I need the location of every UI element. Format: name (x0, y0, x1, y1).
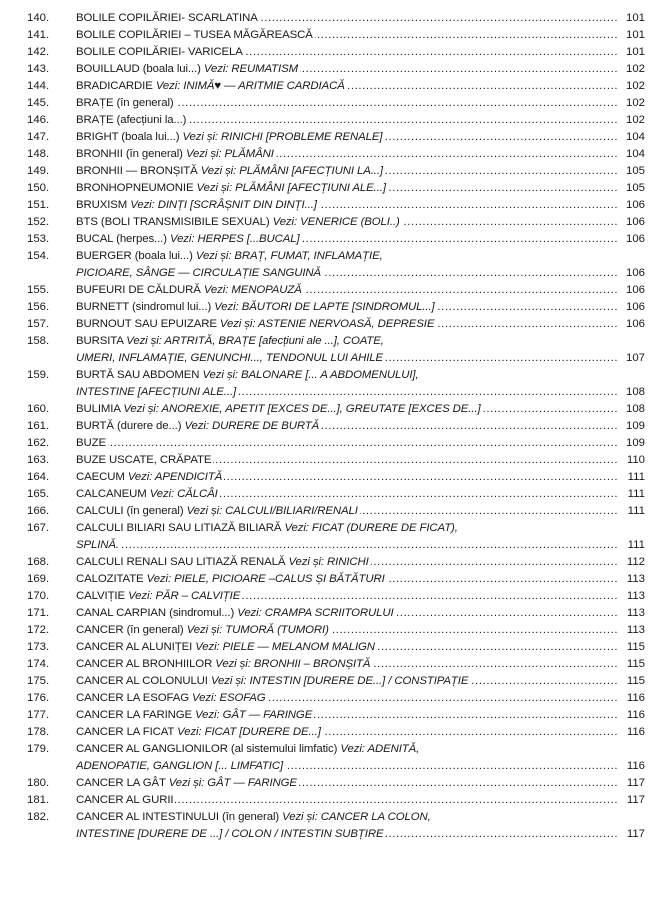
entry-title: BUERGER (boala lui...) Vezi și: BRAȚ, FUMAT, INFLAMAȚIE, (76, 250, 383, 262)
entry-page-number: 104 (617, 146, 645, 163)
index-entry (0, 401, 669, 418)
entry-page-number: 102 (617, 95, 645, 112)
entry-page-number: 115 (617, 656, 645, 673)
index-entry (0, 520, 669, 554)
entry-page-number: 117 (617, 775, 645, 792)
entry-page-number: 110 (617, 452, 645, 469)
entry-title: BUZE USCATE, CRĂPATE ..... (76, 452, 640, 469)
entry-row (0, 367, 669, 384)
index-entry (0, 418, 669, 435)
entry-page-number: 113 (617, 571, 645, 588)
index-entry (0, 146, 669, 163)
entry-number: 165. (27, 488, 50, 500)
index-entry (0, 588, 669, 605)
entry-number: 155. (27, 284, 50, 296)
entry-row (0, 435, 669, 452)
entry-number: 172. (27, 624, 50, 636)
entry-number: 163. (27, 454, 50, 466)
entry-title: BTS (BOLI TRANSMISIBILE SEXUAL) Vezi: VENERICE (BOLI..) ..... (76, 214, 640, 231)
index-entry (0, 605, 669, 622)
entry-row (0, 418, 669, 435)
entry-row (0, 299, 669, 316)
entry-number: 149. (27, 165, 50, 177)
entry-title: BOUILLAUD (boala lui...) Vezi: REUMATISM ..... (76, 61, 640, 78)
entry-number: 156. (27, 301, 50, 313)
entry-page-number: 102 (617, 61, 645, 78)
entry-page-number: 106 (617, 316, 645, 333)
entry-title: CALVIȚIE Vezi: PĂR – CALVIȚIE ..... (76, 588, 640, 605)
entry-row (0, 554, 669, 571)
entry-number: 167. (27, 522, 50, 534)
entry-number: 179. (27, 743, 50, 755)
entry-page-number: 117 (617, 826, 645, 843)
entry-row (0, 503, 669, 520)
entry-page-number: 107 (617, 350, 645, 367)
entry-row (0, 639, 669, 656)
entry-page-number: 116 (617, 707, 645, 724)
entry-page-number: 116 (617, 758, 645, 775)
entry-title: INTESTINE [AFECȚIUNI ALE...] ..... (76, 384, 640, 401)
index-entry (0, 197, 669, 214)
entry-number: 148. (27, 148, 50, 160)
index-entry (0, 690, 669, 707)
entry-title: CANCER LA FARINGE Vezi: GÂT — FARINGE ..... (76, 707, 640, 724)
index-entry (0, 282, 669, 299)
entry-number: 162. (27, 437, 50, 449)
entry-title: BOLILE COPILĂRIEI- VARICELA ..... (76, 44, 640, 61)
entry-row (0, 792, 669, 809)
index-entry (0, 231, 669, 248)
entry-title: BULIMIA Vezi și: ANOREXIE, APETIT [EXCES DE...], GREUTATE [EXCES DE...] ..... (76, 401, 640, 418)
entry-page-number: 106 (617, 214, 645, 231)
entry-title: CANAL CARPIAN (sindromul...) Vezi: CRAMPA SCRIITORULUI ..... (76, 605, 640, 622)
entry-number: 164. (27, 471, 50, 483)
entry-number: 151. (27, 199, 50, 211)
entry-continuation-row (0, 758, 669, 775)
entry-row (0, 656, 669, 673)
entry-page-number: 111 (617, 503, 645, 520)
entry-title: PICIOARE, SÂNGE — CIRCULAȚIE SANGUINĂ ..... (76, 265, 640, 282)
entry-row (0, 775, 669, 792)
entry-row (0, 571, 669, 588)
entry-number: 169. (27, 573, 50, 585)
entry-row (0, 401, 669, 418)
entry-continuation-row (0, 826, 669, 843)
entry-page-number: 111 (617, 469, 645, 486)
entry-row (0, 78, 669, 95)
index-entry (0, 741, 669, 775)
entry-page-number: 106 (617, 282, 645, 299)
entry-title: CANCER AL GURII ..... (76, 792, 640, 809)
entry-number: 144. (27, 80, 50, 92)
entry-row (0, 605, 669, 622)
entry-row (0, 197, 669, 214)
entry-row (0, 95, 669, 112)
entry-number: 182. (27, 811, 50, 823)
index-entry (0, 809, 669, 843)
entry-number: 141. (27, 29, 50, 41)
entry-number: 181. (27, 794, 50, 806)
entry-row (0, 622, 669, 639)
entry-page-number: 101 (617, 10, 645, 27)
entry-number: 174. (27, 658, 50, 670)
entry-number: 146. (27, 114, 50, 126)
entry-title: CAECUM Vezi: APENDICITĂ ..... (76, 469, 640, 486)
entry-number: 150. (27, 182, 50, 194)
index-entry (0, 27, 669, 44)
entry-row (0, 180, 669, 197)
entry-title: CALOZITATE Vezi: PIELE, PICIOARE –CALUS ȘI BĂTĂTURI ..... (76, 571, 640, 588)
entry-title: ADENOPATIE, GANGLION [... LIMFATIC] ..... (76, 758, 640, 775)
entry-page-number: 106 (617, 197, 645, 214)
entry-row (0, 231, 669, 248)
index-entry (0, 707, 669, 724)
entry-title: CALCULI (în general) Vezi și: CALCULI/BILIARI/RENALI ..... (76, 503, 640, 520)
entry-row (0, 486, 669, 503)
entry-page-number: 116 (617, 724, 645, 741)
entry-number: 147. (27, 131, 50, 143)
index-entry (0, 163, 669, 180)
index-entry (0, 333, 669, 367)
entry-row (0, 10, 669, 27)
entry-number: 168. (27, 556, 50, 568)
entry-title: UMERI, INFLAMAȚIE, GENUNCHI..., TENDONUL LUI AHILE ..... (76, 350, 640, 367)
index-entry (0, 554, 669, 571)
index-entry (0, 78, 669, 95)
entry-row (0, 333, 669, 350)
entry-row (0, 129, 669, 146)
entry-title: BURTĂ (durere de...) Vezi: DURERE DE BURTĂ ..... (76, 418, 640, 435)
entry-title: BRONHOPNEUMONIE Vezi și: PLĂMÂNI [AFECȚIUNI ALE...] ..... (76, 180, 640, 197)
entry-title: BRIGHT (boala lui...) Vezi și: RINICHI [PROBLEME RENALE] ..... (76, 129, 640, 146)
index-entry (0, 673, 669, 690)
entry-title: CANCER AL GANGLIONILOR (al sistemului limfatic) Vezi: ADENITĂ, (76, 743, 420, 755)
index-entry (0, 248, 669, 282)
entry-number: 140. (27, 12, 50, 24)
index-entry (0, 639, 669, 656)
index-entry (0, 452, 669, 469)
entry-row (0, 112, 669, 129)
entry-number: 157. (27, 318, 50, 330)
entry-title: BRONHII (în general) Vezi și: PLĂMÂNI ..... (76, 146, 640, 163)
entry-continuation-row (0, 537, 669, 554)
entry-number: 173. (27, 641, 50, 653)
entry-number: 143. (27, 63, 50, 75)
entry-title: CANCER (în general) Vezi și: TUMORĂ (TUMORI) ..... (76, 622, 640, 639)
margin-mark (657, 24, 667, 40)
entry-page-number: 105 (617, 180, 645, 197)
entry-page-number: 101 (617, 44, 645, 61)
entry-row (0, 316, 669, 333)
entry-row (0, 27, 669, 44)
index-entry (0, 367, 669, 401)
index-entry (0, 503, 669, 520)
entry-row (0, 520, 669, 537)
entry-row (0, 61, 669, 78)
entry-number: 170. (27, 590, 50, 602)
entry-title: CALCULI BILIARI SAU LITIAZĂ BILIARĂ Vezi: FICAT (DURERE DE FICAT), (76, 522, 458, 534)
index-entry (0, 775, 669, 792)
entry-number: 158. (27, 335, 50, 347)
entry-number: 180. (27, 777, 50, 789)
entry-number: 145. (27, 97, 50, 109)
entry-row (0, 588, 669, 605)
entry-title: BOLILE COPILĂRIEI – TUSEA MĂGĂREASCĂ ..... (76, 27, 640, 44)
index-entry (0, 180, 669, 197)
entry-title: INTESTINE [DURERE DE ...] / COLON / INTESTIN SUBȚIRE ..... (76, 826, 640, 843)
entry-title: BRAȚE (afecțiuni la...) ..... (76, 112, 640, 129)
entry-title: BRAȚE (în general) ..... (76, 95, 640, 112)
entry-title: CANCER LA ESOFAG Vezi: ESOFAG ..... (76, 690, 640, 707)
entry-title: CANCER LA FICAT Vezi: FICAT [DURERE DE...] ..... (76, 724, 640, 741)
entry-page-number: 113 (617, 588, 645, 605)
entry-title: BUZE ..... (76, 435, 640, 452)
entry-continuation-row (0, 265, 669, 282)
entry-row (0, 214, 669, 231)
entry-page-number: 104 (617, 129, 645, 146)
entry-number: 159. (27, 369, 50, 381)
entry-title: CANCER AL INTESTINULUI (în general) Vezi și: CANCER LA COLON, (76, 811, 431, 823)
entry-page-number: 115 (617, 639, 645, 656)
index-entry (0, 299, 669, 316)
entry-page-number: 101 (617, 27, 645, 44)
index-entry (0, 724, 669, 741)
entry-title: BUFEURI DE CĂLDURĂ Vezi: MENOPAUZĂ ..... (76, 282, 640, 299)
entry-page-number: 102 (617, 112, 645, 129)
index-list (0, 10, 669, 843)
entry-page-number: 108 (617, 401, 645, 418)
index-entry (0, 792, 669, 809)
entry-page-number: 113 (617, 622, 645, 639)
entry-page-number: 109 (617, 418, 645, 435)
entry-page-number: 102 (617, 78, 645, 95)
entry-row (0, 707, 669, 724)
entry-number: 166. (27, 505, 50, 517)
entry-number: 152. (27, 216, 50, 228)
entry-row (0, 469, 669, 486)
entry-title: BURNETT (sindromul lui...) Vezi: BĂUTORI DE LAPTE [SINDROMUL...] ..... (76, 299, 640, 316)
entry-page-number: 112 (617, 554, 645, 571)
index-entry (0, 61, 669, 78)
entry-continuation-row (0, 384, 669, 401)
entry-title: SPLINĂ. ..... (76, 537, 640, 554)
entry-page-number: 115 (617, 673, 645, 690)
entry-page-number: 106 (617, 299, 645, 316)
entry-row (0, 690, 669, 707)
entry-page-number: 113 (617, 605, 645, 622)
index-entry (0, 44, 669, 61)
index-entry (0, 486, 669, 503)
entry-title: BURNOUT SAU EPUIZARE Vezi și: ASTENIE NERVOASĂ, DEPRESIE ..... (76, 316, 640, 333)
index-entry (0, 214, 669, 231)
entry-title: BRONHII — BRONȘITĂ Vezi și: PLĂMÂNI [AFECȚIUNI LA...] ..... (76, 163, 640, 180)
index-entry (0, 112, 669, 129)
entry-title: BRADICARDIE Vezi: INIMĂ♥ — ARITMIE CARDIACĂ ..... (76, 78, 640, 95)
entry-number: 154. (27, 250, 50, 262)
entry-number: 160. (27, 403, 50, 415)
index-entry (0, 622, 669, 639)
entry-page-number: 106 (617, 265, 645, 282)
index-entry (0, 95, 669, 112)
entry-row (0, 741, 669, 758)
index-entry (0, 656, 669, 673)
entry-title: CANCER AL COLONULUI Vezi și: INTESTIN [DURERE DE...] / CONSTIPAȚIE ..... (76, 673, 640, 690)
entry-page-number: 109 (617, 435, 645, 452)
entry-row (0, 44, 669, 61)
entry-row (0, 146, 669, 163)
entry-row (0, 248, 669, 265)
index-entry (0, 571, 669, 588)
entry-number: 175. (27, 675, 50, 687)
entry-number: 161. (27, 420, 50, 432)
entry-number: 142. (27, 46, 50, 58)
entry-row (0, 163, 669, 180)
entry-number: 171. (27, 607, 50, 619)
entry-row (0, 282, 669, 299)
entry-title: CANCER AL BRONHIILOR Vezi și: BRONHII – BRONȘITĂ ..... (76, 656, 640, 673)
index-entry (0, 469, 669, 486)
entry-page-number: 116 (617, 690, 645, 707)
entry-page-number: 111 (617, 537, 645, 554)
entry-number: 153. (27, 233, 50, 245)
entry-title: BURSITA Vezi și: ARTRITĂ, BRAȚE [afecțiuni ale ...], COATE, (76, 335, 384, 347)
index-entry (0, 435, 669, 452)
entry-title: CANCER LA GÂT Vezi și: GÂT — FARINGE ..... (76, 775, 640, 792)
entry-title: CALCANEUM Vezi: CĂLCÂI ..... (76, 486, 640, 503)
entry-row (0, 673, 669, 690)
entry-title: CALCULI RENALI SAU LITIAZĂ RENALĂ Vezi și: RINICHI ..... (76, 554, 640, 571)
entry-number: 177. (27, 709, 50, 721)
entry-page-number: 117 (617, 792, 645, 809)
entry-page-number: 108 (617, 384, 645, 401)
index-entry (0, 129, 669, 146)
entry-title: CANCER AL ALUNIȚEI Vezi: PIELE — MELANOM MALIGN ..... (76, 639, 640, 656)
entry-number: 178. (27, 726, 50, 738)
entry-title: BOLILE COPILĂRIEI- SCARLATINA ..... (76, 10, 640, 27)
entry-title: BUCAL (herpes...) Vezi: HERPES [...BUCAL] ..... (76, 231, 640, 248)
entry-number: 176. (27, 692, 50, 704)
entry-continuation-row (0, 350, 669, 367)
index-entry (0, 10, 669, 27)
entry-title: BURTĂ SAU ABDOMEN Vezi și: BALONARE [... A ABDOMENULUI], (76, 369, 419, 381)
entry-row (0, 809, 669, 826)
entry-row (0, 724, 669, 741)
entry-page-number: 111 (617, 486, 645, 503)
entry-title: BRUXISM Vezi: DINȚI [SCRÂȘNIT DIN DINȚI...] ..... (76, 197, 640, 214)
entry-page-number: 105 (617, 163, 645, 180)
entry-page-number: 106 (617, 231, 645, 248)
entry-row (0, 452, 669, 469)
index-entry (0, 316, 669, 333)
